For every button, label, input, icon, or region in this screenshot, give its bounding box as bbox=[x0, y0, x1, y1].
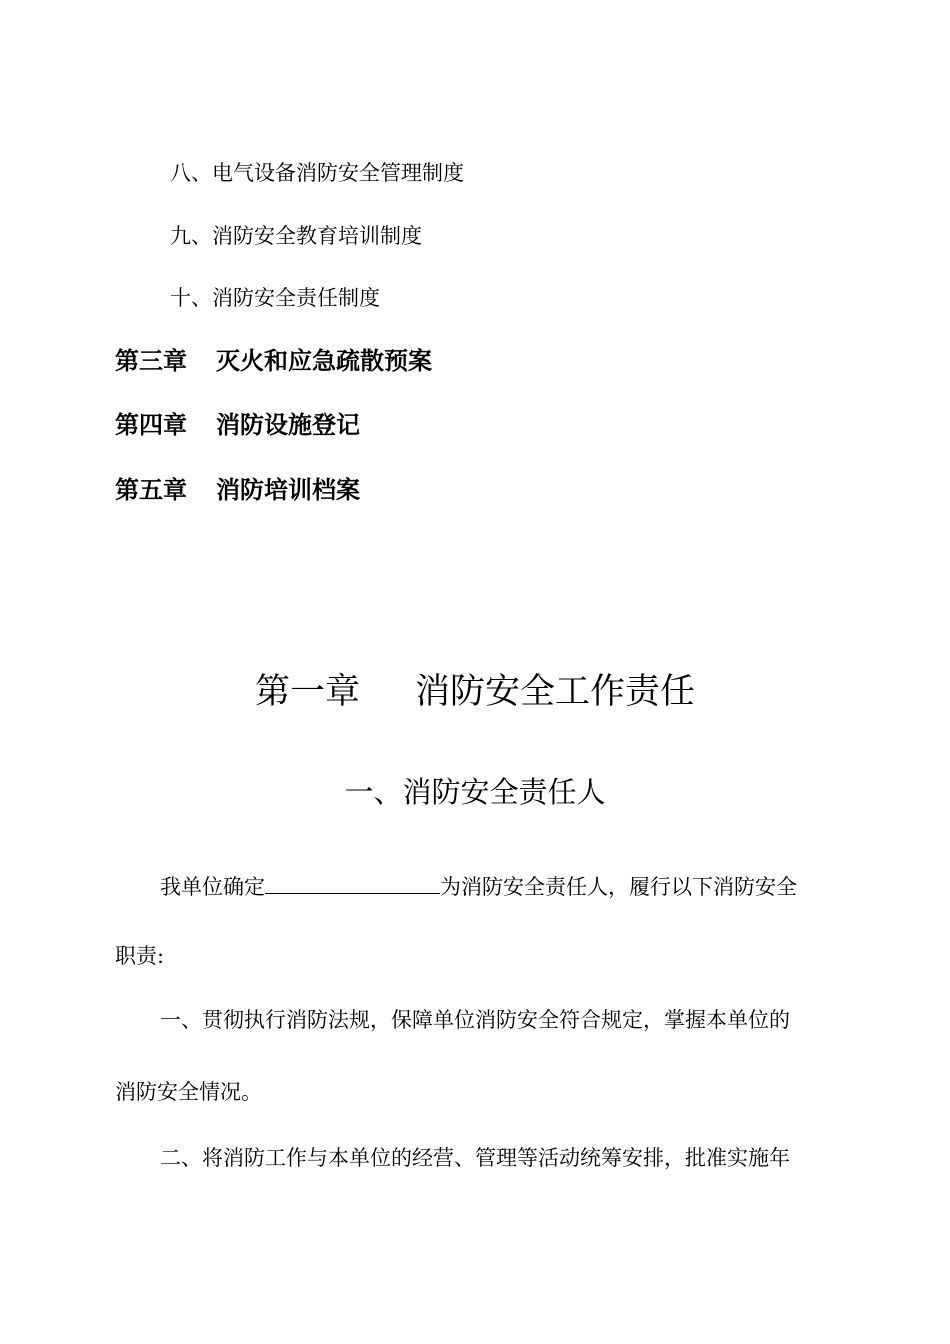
paragraph-1-line-1 bbox=[160, 873, 797, 898]
toc-chapter-5 bbox=[115, 478, 360, 502]
toc-chapter-number: 第五章 bbox=[115, 476, 187, 504]
chapter-heading bbox=[0, 672, 950, 712]
toc-chapter-3 bbox=[115, 349, 432, 373]
paragraph-1-line-2: 职责: bbox=[115, 944, 165, 968]
toc-chapter-number: 第三章 bbox=[115, 347, 187, 375]
p1-start-text: 我单位确定 bbox=[160, 875, 265, 899]
chapter-number: 第一章 bbox=[254, 672, 360, 712]
section-heading: 一、消防安全责任人 bbox=[344, 775, 606, 809]
p1-end-text: 为消防安全责任人，履行以下消防安全 bbox=[440, 875, 797, 899]
toc-chapter-title: 消防设施登记 bbox=[216, 411, 360, 439]
toc-item-8: 八、电气设备消防安全管理制度 bbox=[170, 161, 464, 185]
toc-item-10: 十、消防安全责任制度 bbox=[170, 286, 380, 310]
toc-chapter-number: 第四章 bbox=[115, 411, 187, 439]
toc-chapter-4 bbox=[115, 413, 360, 437]
toc-chapter-title: 消防培训档案 bbox=[216, 476, 360, 504]
toc-chapter-title: 灭火和应急疏散预案 bbox=[216, 347, 432, 375]
paragraph-2-line-2: 消防安全情况。 bbox=[115, 1080, 262, 1104]
toc-item-9: 九、消防安全教育培训制度 bbox=[170, 224, 422, 248]
paragraph-2-line-1: 一、贯彻执行消防法规，保障单位消防安全符合规定，掌握本单位的 bbox=[160, 1008, 790, 1032]
fill-in-blank[interactable] bbox=[265, 873, 440, 894]
paragraph-3-line-1: 二、将消防工作与本单位的经营、管理等活动统筹安排，批准实施年 bbox=[160, 1146, 790, 1170]
chapter-title: 消防安全工作责任 bbox=[415, 672, 696, 712]
